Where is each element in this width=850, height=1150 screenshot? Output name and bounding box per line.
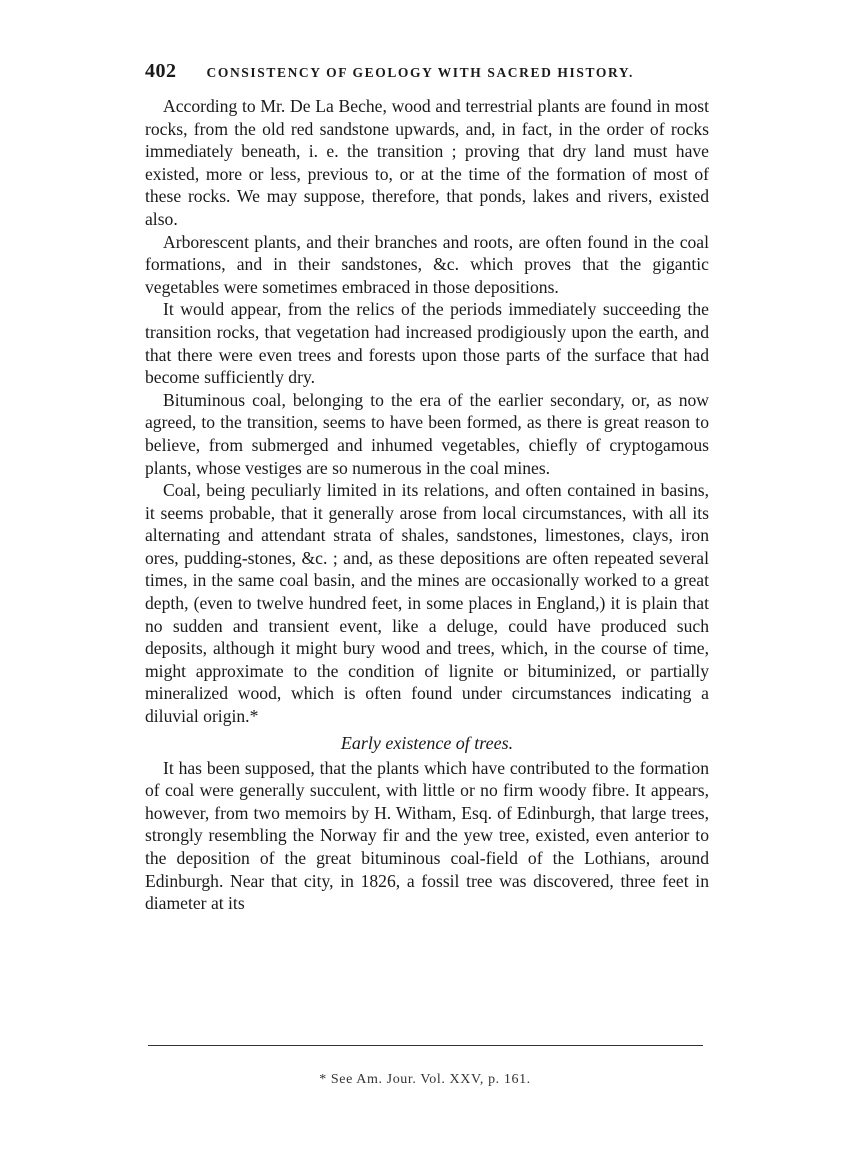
page-header xyxy=(145,60,710,83)
page-body xyxy=(145,95,709,915)
footnote: * See Am. Jour. Vol. XXV, p. 161. xyxy=(319,1072,531,1087)
page-number: 402 xyxy=(145,60,177,82)
section-heading: Early existence of trees. xyxy=(340,732,514,753)
paragraph-arborescent-plants: Arborescent plants, and their branches and roots, are often found in the coal formations, and in their sandstones, &c. which proves that the gigantic vegetables were sometimes embraced in those depositions. xyxy=(145,231,709,297)
paragraph-bituminous-coal: Bituminous coal, belonging to the era of the earlier secondary, or, as now agreed, to the transition, seems to have been formed, as there is great reason to believe, from submerged and inhumed vegetables, chiefly of cryptogamous plants, whose vestiges are so numerous in the coal mines. xyxy=(145,389,709,478)
paragraph-de-la-beche: According to Mr. De La Beche, wood and terrestrial plants are found in most rocks, from the old red sandstone upwards, and, in fact, in the order of rocks immediately beneath, i. e. the transition ; proving that dry land must have existed, more or less, previous to, or at the time of the formation of most of these rocks. We may suppose, therefore, that ponds, lakes and rivers, existed also. xyxy=(145,96,709,229)
paragraph-early-trees: It has been supposed, that the plants which have contributed to the formation of coal were generally succulent, with little or no firm woody fibre. It appears, however, from two memoirs by H. Witham, Esq. of Edinburgh, that large trees, strongly resembling the Norway fir and the yew tree, existed, even anterior to the deposition of the great bituminous coal-field of the Lothians, around Edinburgh. Near that city, in 1826, a fossil tree was discovered, three feet in diameter at its xyxy=(145,757,709,914)
paragraph-coal-basins: Coal, being peculiarly limited in its relations, and often contained in basins, it seems probable, that it generally arose from local circumstances, with all its alternating and attendant strata of shales, sandstones, limestones, clays, iron ores, pudding-stones, &c. ; and, as these depositions are often repeated several times, in the same coal basin, and the mines are occasionally worked to a great depth, (even to twelve hundred feet, in some places in England,) it is plain that no sudden and transient event, like a deluge, could have produced such deposits, although it might bury wood and trees, which, in the course of time, might approximate to the condition of lignite or bituminized, or partially mineralized wood, which is often found under circumstances indicating a diluvial origin.* xyxy=(145,480,709,727)
paragraph-vegetation-increase: It would appear, from the relics of the periods immediately succeeding the transition rocks, that vegetation had increased prodigiously upon the earth, and that there were even trees and forests upon those parts of the surface that had become sufficiently dry. xyxy=(145,299,709,388)
running-title: CONSISTENCY OF GEOLOGY WITH SACRED HISTORY. xyxy=(206,65,634,80)
footnote-rule xyxy=(148,1045,703,1046)
